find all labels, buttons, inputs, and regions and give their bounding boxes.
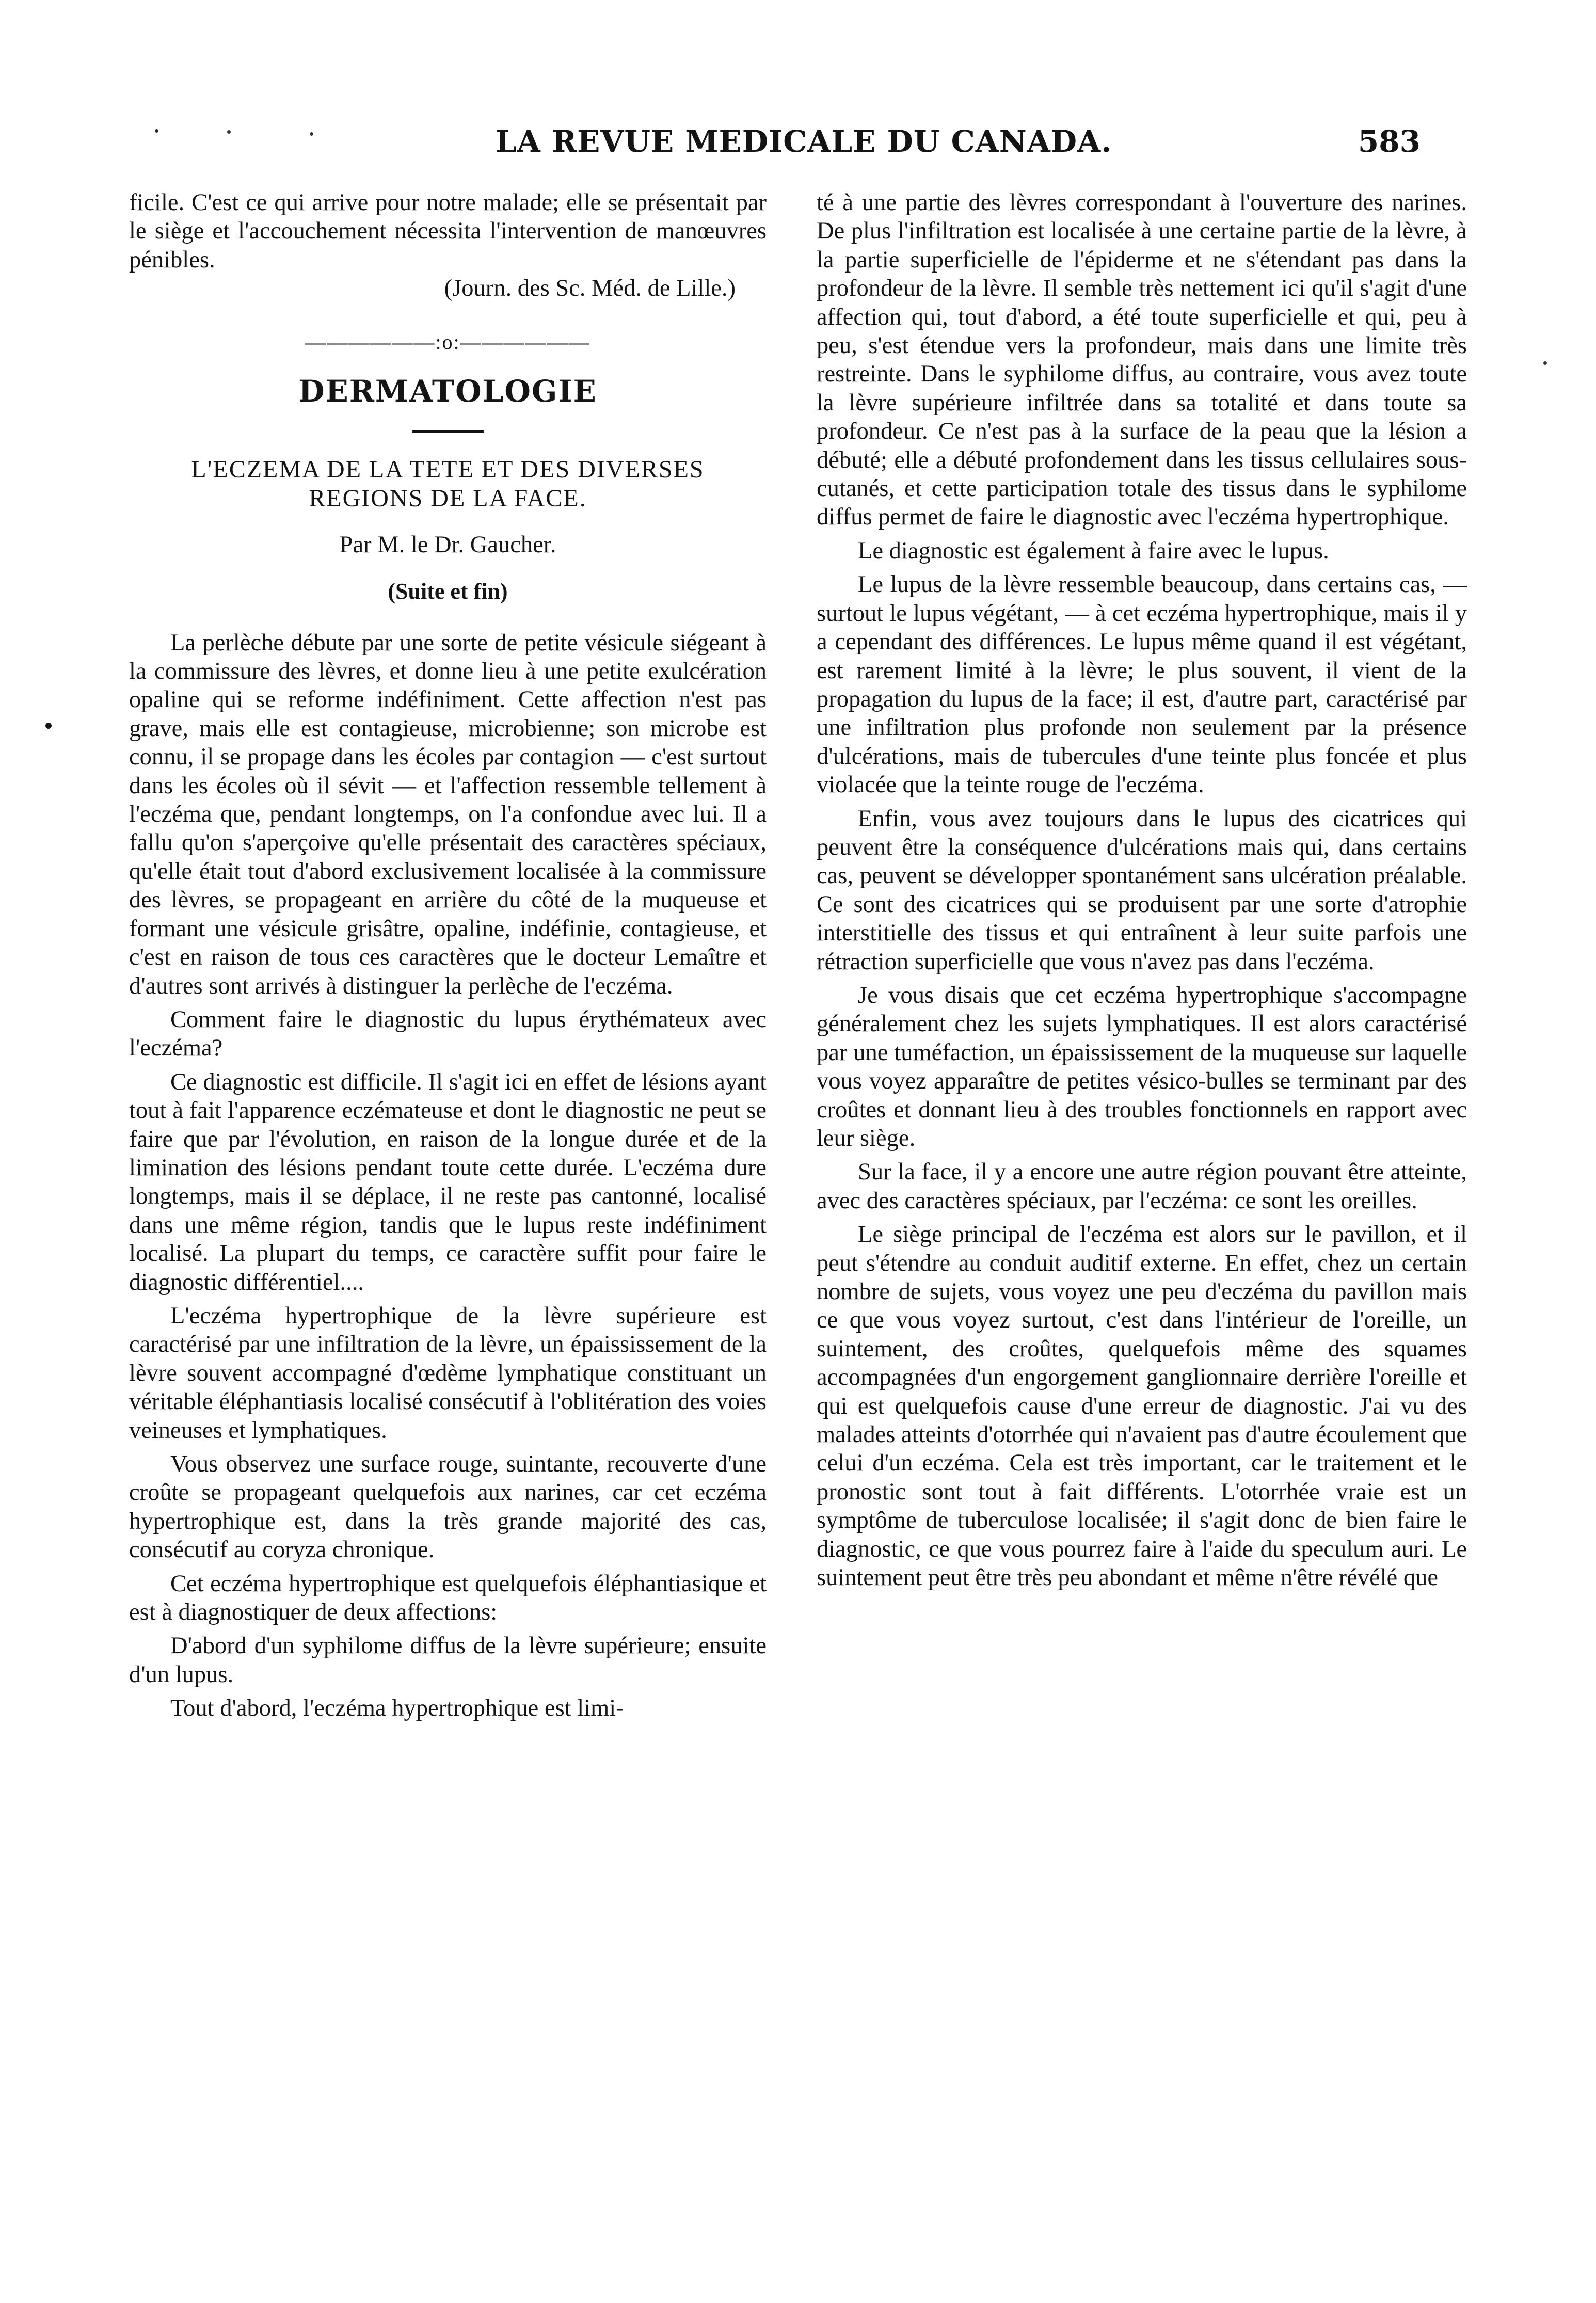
paragraph: té à une partie des lèvres correspondant à l'ouverture des narines. De plus l'infiltration est localisée à une certaine partie de la lèvre, à la partie superficielle de l'épiderme et ne s'étendant pas dans la profondeur de la lèvre. Il semble très nettement ici qu'il s'agit d'une affection qui, tout d'abord, a été toute superficielle et qui, peu à peu, s'est étendue vers la profondeur, mais dans une limite très restreinte. Dans le syphilome diffus, au contraire, vous avez toute la lèvre supérieure infiltrée dans sa totalité et dans toute sa profondeur. Ce n'est pas à la surface de la peau que la lésion a débuté; elle a débuté profondement dans les tissus cellulaires sous-cutanés, et cette participation totale des tissus dans le syphilome diffus permet de faire le diagnostic avec l'eczéma hypertrophique. [817, 189, 1467, 531]
article-title [129, 455, 767, 513]
paragraph: La perlèche débute par une sorte de petite vésicule siégeant à la commissure des lèvres, et donne lieu à une petite exulcération opaline qui se reforme indéfiniment. Cette affection n'est pas grave, mais elle est contagieuse, microbienne; son microbe est connu, il se propage dans les écoles par contagion — c'est surtout dans les écoles où il sévit — et l'affection ressemble tellement à l'eczéma que, pendant longtemps, on l'a confondue avec lui. Il a fallu qu'on s'aperçoive qu'elle présentait des caractères spéciaux, qu'elle était tout d'abord exclusivement localisée à la commissure des lèvres, se propageant en arrière du côté de la muqueuse et formant une vésicule grisâtre, opaline, indéfinie, contagieuse, et c'est en raison de tous ces caractères que le docteur Lemaître et d'autres sont arrivés à distinguer la perlèche de l'eczéma. [129, 629, 767, 999]
paragraph: Vous observez une surface rouge, suintante, recouverte d'une croûte se propageant quelquefois aux narines, car cet eczéma hypertrophique est, dans la très grande majorité des cas, consécutif au coryza chronique. [129, 1451, 767, 1563]
margin-speck [227, 130, 231, 134]
byline: Par M. le Dr. Gaucher. [339, 531, 556, 558]
paragraph: Sur la face, il y a encore une autre région pouvant être atteinte, avec des caractères spéciaux, par l'eczéma: ce sont les oreilles. [817, 1159, 1467, 1214]
margin-speck [155, 129, 158, 133]
article-title-line-1: L'ECZEMA DE LA TETE ET DES DIVERSES [191, 455, 705, 483]
paragraph: Enfin, vous avez toujours dans le lupus des cicatrices qui peuvent être la conséquence d'ulcérations mais qui, dans certains cas, peuvent se développer spontanément sans ulcération préalable. Ce sont des cicatrices qui se produisent par une sorte d'atrophie interstitielle des tissus et qui entraînent à leur suite parfois une rétraction superficielle que vous n'avez pas dans l'eczéma. [817, 805, 1467, 975]
paragraph: L'eczéma hypertrophique de la lèvre supérieure est caractérisé par une infiltration de la lèvre, un épaississement de la lèvre souvent accompagné d'œdème lymphatique constituant un véritable éléphantiasis localisé consécutif à l'oblitération des voies veineuses et lymphatiques. [129, 1302, 767, 1444]
citation: (Journ. des Sc. Méd. de Lille.) [444, 275, 736, 302]
left-column [129, 188, 767, 1723]
right-column [817, 188, 1467, 1592]
paragraph: Ce diagnostic est difficile. Il s'agit ici en effet de lésions ayant tout à fait l'apparence eczémateuse et dont le diagnostic ne peut se faire que par l'évolution, en raison de la longue durée et de la limination des lésions pendant toute cette durée. L'eczéma dure longtemps, mais il se déplace, il ne reste pas cantonné, localisé dans une même région, tandis que le lupus reste indéfiniment localisé. La plupart du temps, ce caractère suffit pour faire le diagnostic différentiel.... [129, 1068, 767, 1296]
paragraph: Comment faire le diagnostic du lupus érythémateux avec l'eczéma? [129, 1006, 767, 1062]
section-title: DERMATOLOGIE [298, 373, 597, 409]
article-title-line-2: REGIONS DE LA FACE. [309, 484, 587, 512]
margin-speck [310, 132, 313, 136]
continued-label: (Suite et fin) [388, 578, 508, 604]
title-rule [412, 430, 484, 433]
paragraph: Tout d'abord, l'eczéma hypertrophique est limi- [170, 1695, 624, 1722]
margin-speck [1543, 361, 1547, 365]
opening-paragraph: ficile. C'est ce qui arrive pour notre malade; elle se présentait par le siège et l'accouchement nécessita l'intervention de manœuvres pénibles. [129, 189, 767, 273]
margin-mark [45, 723, 52, 729]
paragraph: Le lupus de la lèvre ressemble beaucoup, dans certains cas, — surtout le lupus végétant, — à cet eczéma hypertrophique, mais il y a cependant des différences. Le lupus même quand il est végétant, est rarement limité à la lèvre; le plus souvent, il vient de la propagation du lupus de la face; il est, d'autre part, caractérisé par une infiltration plus profonde non seulement par la présence d'ulcérations, mais de tubercules d'une teinte plus foncée et plus violacée que la teinte rouge de l'eczéma. [817, 571, 1467, 798]
page-number: 583 [1358, 124, 1421, 159]
paragraph: D'abord d'un syphilome diffus de la lèvre supérieure; ensuite d'un lupus. [129, 1633, 767, 1688]
paragraph: Cet eczéma hypertrophique est quelquefois éléphantiasique et est à diagnostiquer de deux affections: [129, 1570, 767, 1626]
paragraph: Je vous disais que cet eczéma hypertrophique s'accompagne généralement chez les sujets lymphatiques. Il est alors caractérisé par une tuméfaction, un épaississement de la muqueuse sur laquelle vous voyez apparaître de petites vésico-bulles se terminant par des croûtes et donnant lieu à des troubles fonctionnels en rapport avec leur siège. [817, 982, 1467, 1152]
section-separator: ——————:o:—————— [305, 330, 590, 354]
paragraph: Le diagnostic est également à faire avec le lupus. [858, 537, 1329, 564]
running-head: LA REVUE MEDICALE DU CANADA. [496, 124, 1112, 159]
paragraph: Le siège principal de l'eczéma est alors sur le pavillon, et il peut s'étendre au conduit auditif externe. En effet, chez un certain nombre de sujets, vous voyez une peu d'eczéma du pavillon mais ce que vous voyez surtout, c'est dans l'intérieur de l'oreille, un suintement, des croûtes, quelquefois même des squames accompagnées d'un engorgement ganglionnaire derrière l'oreille et qui est quelquefois cause d'une erreur de diagnostic. J'ai vu des malades atteints d'otorrhée qui n'avaient pas d'autre écoulement que celui d'un eczéma. Cela est très important, car le traitement et le pronostic sont tout à fait différents. L'otorrhée vraie est un symptôme de tuberculose localisée; il s'agit donc de bien faire le diagnostic, ce que vous pourrez faire à l'aide du speculum auri. Le suintement peut être très peu abondant et même n'être révélé que [817, 1221, 1467, 1591]
